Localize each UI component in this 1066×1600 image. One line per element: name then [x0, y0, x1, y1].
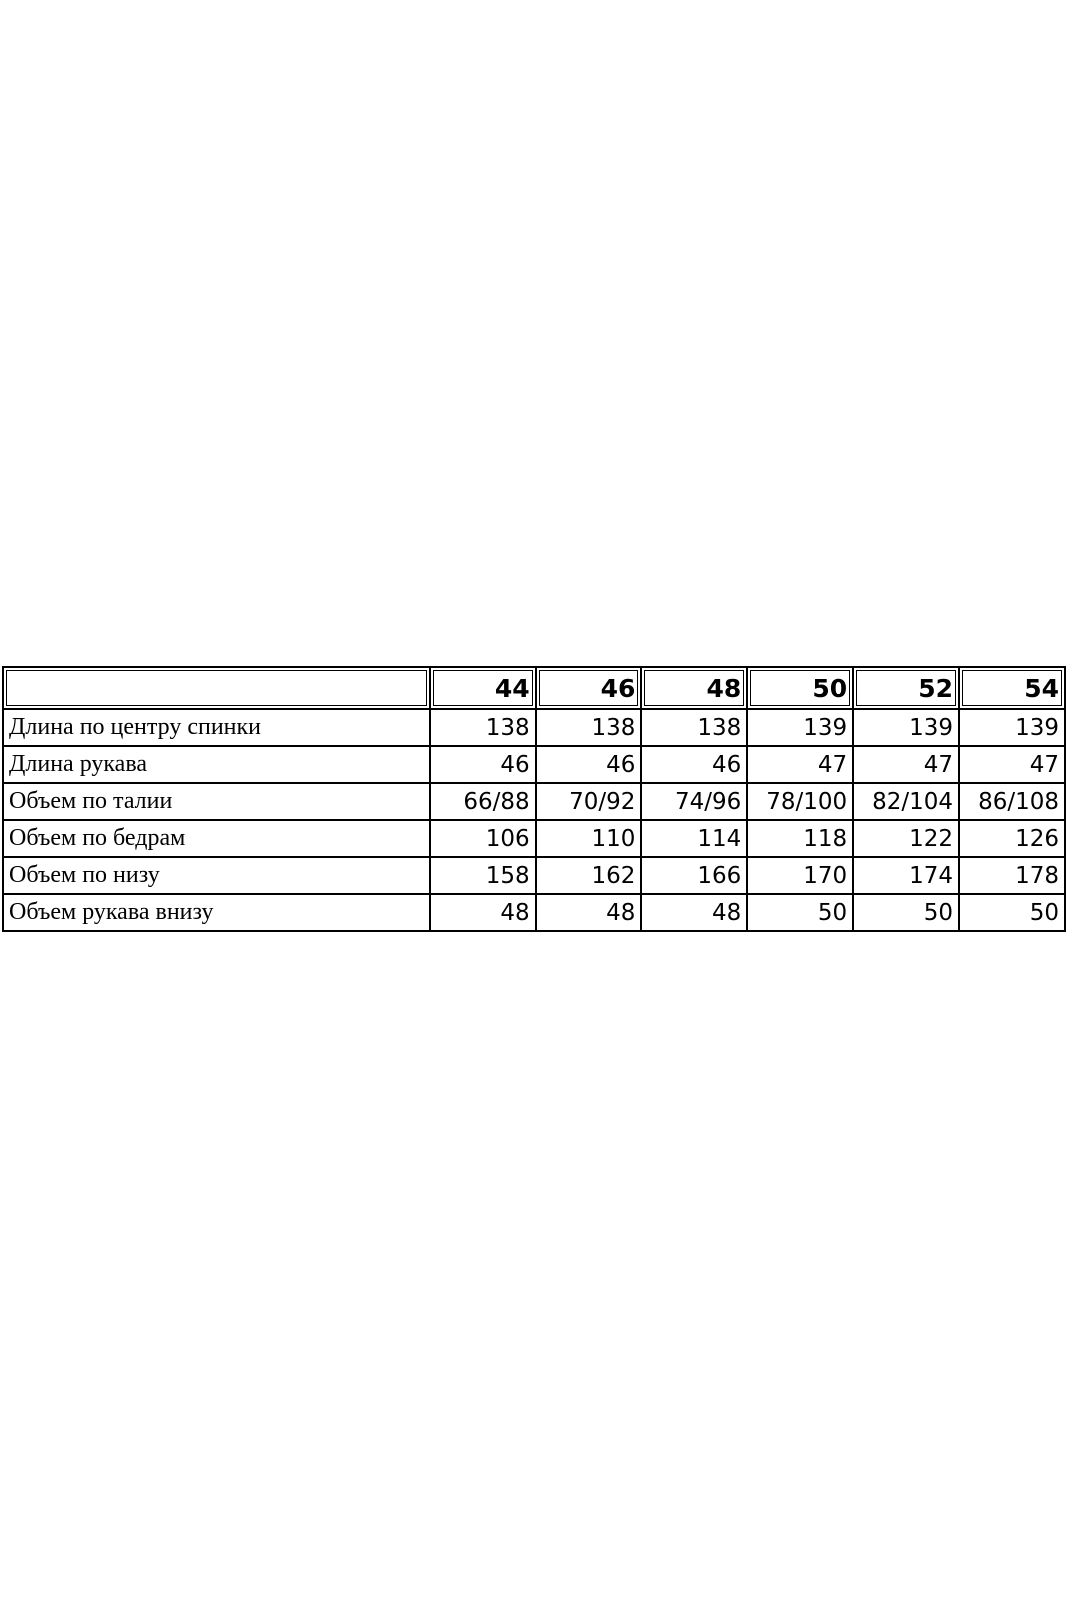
value-cell: 158 — [431, 858, 537, 895]
value-cell: 138 — [642, 710, 748, 747]
value-cell: 162 — [537, 858, 643, 895]
value-cell: 46 — [642, 747, 748, 784]
value-cell: 47 — [960, 747, 1066, 784]
table-row — [2, 858, 1066, 895]
row-label: Объем по бедрам — [2, 821, 431, 858]
value-cell: 126 — [960, 821, 1066, 858]
value-cell: 178 — [960, 858, 1066, 895]
value-cell: 46 — [431, 747, 537, 784]
value-cell: 170 — [748, 858, 854, 895]
value-cell: 139 — [748, 710, 854, 747]
value-cell: 48 — [431, 895, 537, 932]
value-cell: 118 — [748, 821, 854, 858]
value-cell: 139 — [854, 710, 960, 747]
row-label: Длина рукава — [2, 747, 431, 784]
value-cell: 106 — [431, 821, 537, 858]
value-cell: 50 — [748, 895, 854, 932]
value-cell: 139 — [960, 710, 1066, 747]
value-cell: 138 — [431, 710, 537, 747]
value-cell: 82/104 — [854, 784, 960, 821]
value-cell: 166 — [642, 858, 748, 895]
value-cell: 47 — [748, 747, 854, 784]
value-cell: 78/100 — [748, 784, 854, 821]
value-cell: 122 — [854, 821, 960, 858]
value-cell: 66/88 — [431, 784, 537, 821]
row-label: Объем по талии — [2, 784, 431, 821]
size-header-cell: 44 — [431, 666, 537, 710]
size-header-cell: 48 — [642, 666, 748, 710]
row-label: Длина по центру спинки — [2, 710, 431, 747]
value-cell: 46 — [537, 747, 643, 784]
value-cell: 174 — [854, 858, 960, 895]
value-cell: 110 — [537, 821, 643, 858]
header-row — [2, 666, 1066, 710]
row-label: Объем по низу — [2, 858, 431, 895]
size-header-cell: 54 — [960, 666, 1066, 710]
value-cell: 74/96 — [642, 784, 748, 821]
table-row — [2, 784, 1066, 821]
value-cell: 50 — [854, 895, 960, 932]
value-cell: 114 — [642, 821, 748, 858]
corner-cell — [2, 666, 431, 710]
value-cell: 138 — [537, 710, 643, 747]
size-header-cell: 46 — [537, 666, 643, 710]
table-row — [2, 747, 1066, 784]
table-row — [2, 821, 1066, 858]
value-cell: 50 — [960, 895, 1066, 932]
value-cell: 47 — [854, 747, 960, 784]
table-row — [2, 710, 1066, 747]
table-row — [2, 895, 1066, 932]
size-header-cell: 50 — [748, 666, 854, 710]
size-header-cell: 52 — [854, 666, 960, 710]
row-label: Объем рукава внизу — [2, 895, 431, 932]
value-cell: 48 — [537, 895, 643, 932]
size-chart-table — [2, 666, 1066, 932]
value-cell: 86/108 — [960, 784, 1066, 821]
value-cell: 70/92 — [537, 784, 643, 821]
value-cell: 48 — [642, 895, 748, 932]
